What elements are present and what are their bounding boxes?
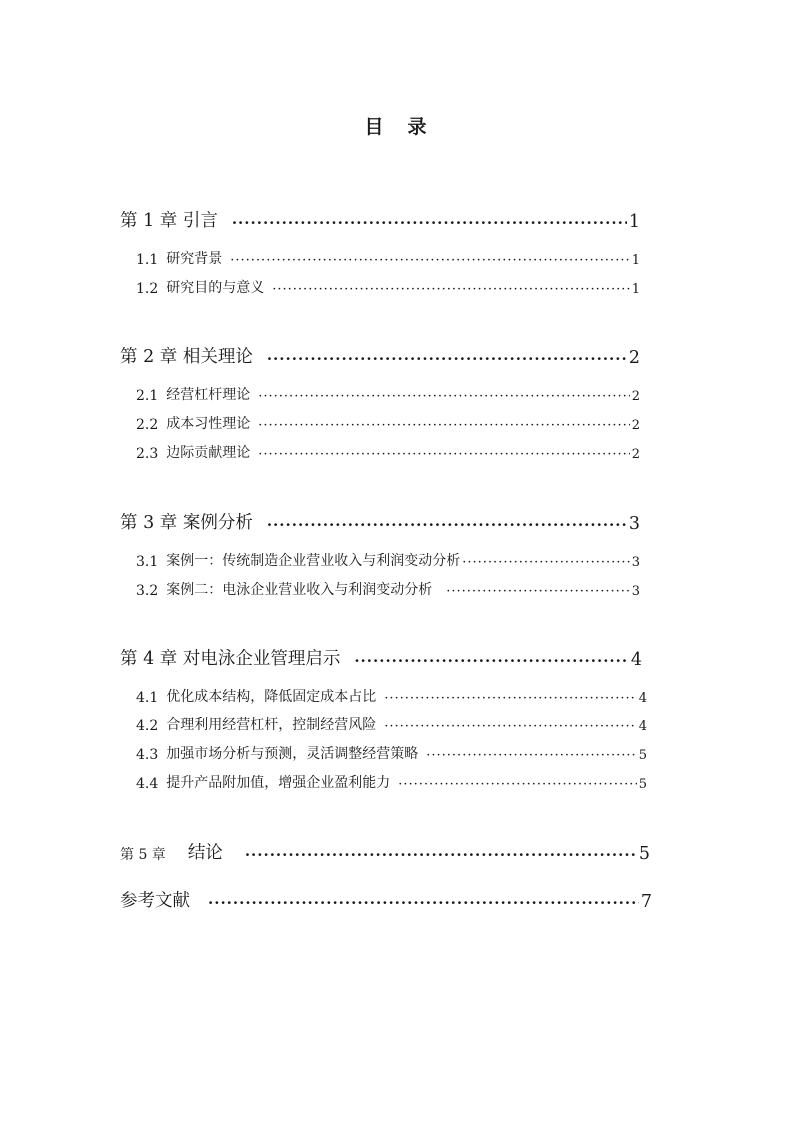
dot-leader xyxy=(258,447,629,462)
toc-section-number: 1.1 xyxy=(136,252,159,268)
toc-page-number: 4 xyxy=(638,691,647,706)
toc-page-number: 1 xyxy=(631,282,640,297)
toc-page-number: 5 xyxy=(638,748,647,763)
dot-leader xyxy=(384,691,636,706)
dot-leader xyxy=(258,389,629,404)
toc-entry-label: 加强市场分析与预测，灵活调整经营策略 xyxy=(166,746,419,762)
toc-section-number: 4.2 xyxy=(136,718,159,734)
toc-section-1-2[interactable] xyxy=(136,277,640,297)
toc-page-number: 1 xyxy=(628,212,640,232)
toc-section-number: 2.3 xyxy=(136,446,159,462)
toc-chapter-3[interactable] xyxy=(120,509,640,534)
dot-leader xyxy=(384,719,636,734)
toc-chapter-1[interactable] xyxy=(120,207,640,232)
toc-chapter-5[interactable] xyxy=(120,839,650,864)
toc-section-4-2[interactable] xyxy=(136,714,647,734)
toc-entry-label: 优化成本结构，降低固定成本占比 xyxy=(166,689,377,705)
toc-entry-label: 提升产品附加值，增强企业盈利能力 xyxy=(166,775,391,791)
dot-leader xyxy=(245,846,637,864)
toc-entry-label: 成本习性理论 xyxy=(166,416,251,432)
toc-section-3-2[interactable] xyxy=(136,579,640,599)
toc-entry-label: 研究背景 xyxy=(166,251,223,267)
toc-section-number: 4.1 xyxy=(136,690,159,706)
toc-page-number: 2 xyxy=(631,389,640,404)
toc-section-number: 2.1 xyxy=(136,388,159,404)
toc-section-number: 4.4 xyxy=(136,776,159,792)
toc-references[interactable] xyxy=(120,887,652,912)
dot-leader xyxy=(232,214,627,232)
toc-title xyxy=(0,112,793,139)
dot-leader xyxy=(258,418,629,433)
dot-leader xyxy=(426,748,636,763)
toc-entry-label: 第 2 章 相关理论 xyxy=(120,347,253,367)
toc-section-3-1[interactable] xyxy=(136,550,640,570)
toc-page-number: 2 xyxy=(628,348,640,368)
toc-chapter-prefix: 第 5 章 xyxy=(120,847,166,863)
toc-entry-label: 结论 xyxy=(187,843,223,863)
toc-page-number: 3 xyxy=(631,584,640,599)
toc-title-right: 录 xyxy=(407,116,429,138)
toc-section-4-3[interactable] xyxy=(136,743,647,763)
toc-section-number: 1.2 xyxy=(136,281,159,297)
toc-entry-label: 案例一：传统制造企业营业收入与利润变动分析 xyxy=(166,553,461,569)
dot-leader xyxy=(267,350,627,368)
toc-page-number: 5 xyxy=(638,844,650,864)
toc-entry-label: 第 3 章 案例分析 xyxy=(120,513,253,533)
dot-leader xyxy=(398,777,636,792)
dot-leader xyxy=(354,652,629,670)
toc-page-number: 3 xyxy=(628,514,640,534)
toc-page-number: 4 xyxy=(638,719,647,734)
toc-section-number: 3.1 xyxy=(136,554,159,570)
toc-section-number: 3.2 xyxy=(136,583,159,599)
toc-page-number: 4 xyxy=(630,650,642,670)
toc-section-4-1[interactable] xyxy=(136,686,647,706)
dot-leader xyxy=(208,894,639,912)
dot-leader xyxy=(462,555,629,570)
toc-section-2-3[interactable] xyxy=(136,442,640,462)
toc-page-number: 3 xyxy=(631,555,640,570)
toc-entry-label: 参考文献 xyxy=(120,891,190,911)
toc-entry-label: 边际贡献理论 xyxy=(166,445,251,461)
dot-leader xyxy=(267,516,627,534)
dot-leader xyxy=(230,253,629,268)
toc-section-number: 2.2 xyxy=(136,417,159,433)
toc-section-number: 4.3 xyxy=(136,747,159,763)
toc-page-number: 2 xyxy=(631,418,640,433)
dot-leader xyxy=(446,584,629,599)
toc-title-left: 目 xyxy=(364,116,386,138)
toc-page-number: 2 xyxy=(631,447,640,462)
toc-page-number: 5 xyxy=(638,777,647,792)
toc-section-1-1[interactable] xyxy=(136,248,640,268)
toc-entry-label: 第 4 章 对电泳企业管理启示 xyxy=(120,649,341,669)
toc-entry-label: 经营杠杆理论 xyxy=(166,387,251,403)
dot-leader xyxy=(272,282,629,297)
toc-section-4-4[interactable] xyxy=(136,772,647,792)
toc-chapter-2[interactable] xyxy=(120,343,640,368)
toc-entry-label: 合理利用经营杠杆，控制经营风险 xyxy=(166,717,377,733)
toc-entry-label: 研究目的与意义 xyxy=(166,280,265,296)
toc-page-number: 7 xyxy=(640,892,652,912)
toc-chapter-4[interactable] xyxy=(120,645,642,670)
toc-entry-label: 案例二：电泳企业营业收入与利润变动分析 xyxy=(166,582,433,598)
toc-page-number: 1 xyxy=(631,253,640,268)
toc-section-2-2[interactable] xyxy=(136,413,640,433)
toc-entry-label: 第 1 章 引言 xyxy=(120,211,218,231)
toc-section-2-1[interactable] xyxy=(136,384,640,404)
